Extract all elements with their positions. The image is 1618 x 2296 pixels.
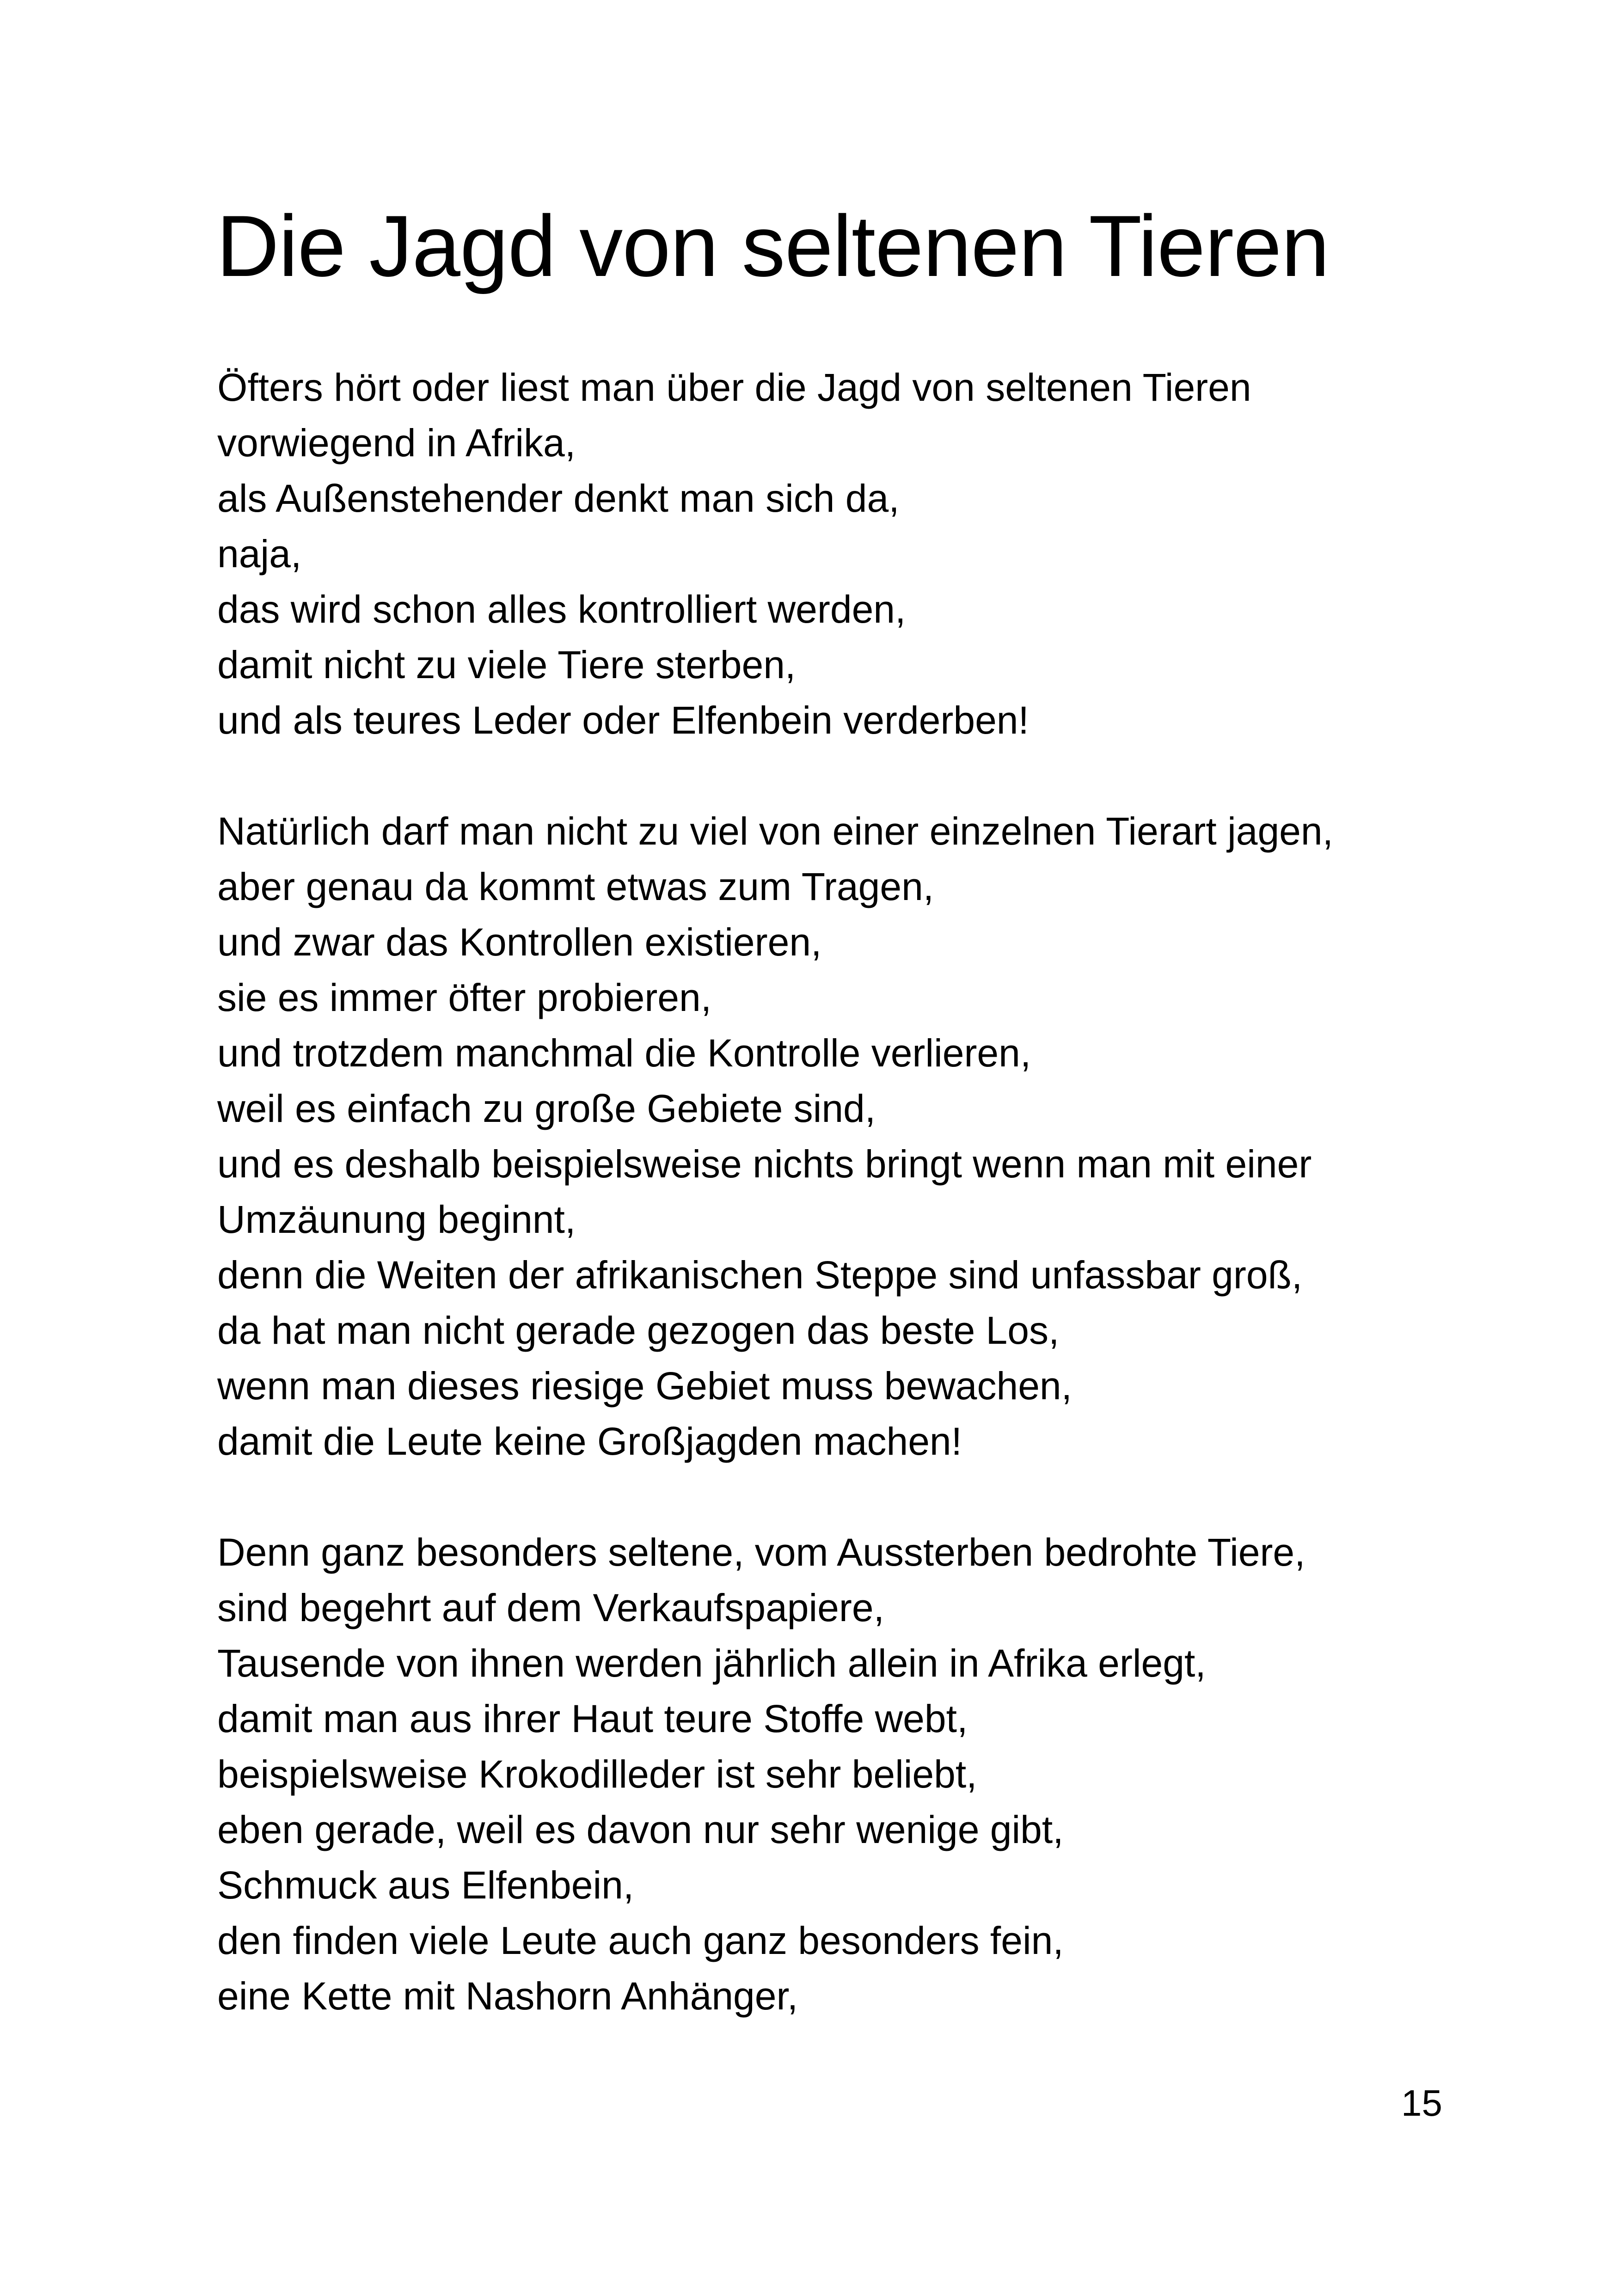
poem-line: denn die Weiten der afrikanischen Steppe sind unfassbar groß, (217, 1253, 1303, 1297)
poem-line: damit man aus ihrer Haut teure Stoffe webt, (217, 1697, 968, 1740)
poem-line: eben gerade, weil es davon nur sehr wenige gibt, (217, 1808, 1064, 1851)
poem-line: beispielsweise Krokodilleder ist sehr beliebt, (217, 1752, 977, 1796)
stanza-1 (217, 360, 1493, 748)
poem-line: wenn man dieses riesige Gebiet muss bewachen, (217, 1364, 1072, 1408)
poem-line: Schmuck aus Elfenbein, (217, 1863, 634, 1907)
poem-line: damit nicht zu viele Tiere sterben, (217, 643, 796, 686)
poem-line: weil es einfach zu große Gebiete sind, (217, 1087, 876, 1130)
page-title: Die Jagd von seltenen Tieren (216, 197, 1330, 294)
poem-line: Tausende von ihnen werden jährlich allein in Afrika erlegt, (217, 1641, 1206, 1685)
poem-line: und als teures Leder oder Elfenbein verderben! (217, 698, 1029, 742)
poem-line: vorwiegend in Afrika, (217, 421, 576, 465)
poem-line: naja, (217, 532, 302, 576)
poem-line: aber genau da kommt etwas zum Tragen, (217, 865, 934, 908)
poem-line: und es deshalb beispielsweise nichts bringt wenn man mit einer (217, 1142, 1312, 1186)
poem-line: da hat man nicht gerade gezogen das beste Los, (217, 1309, 1060, 1352)
poem-line: das wird schon alles kontrolliert werden, (217, 588, 906, 631)
poem-line: und zwar das Kontrollen existieren, (217, 920, 822, 964)
stanza-3 (217, 1525, 1493, 2024)
poem-line: Natürlich darf man nicht zu viel von einer einzelnen Tierart jagen, (217, 809, 1333, 853)
poem-line: eine Kette mit Nashorn Anhänger, (217, 1974, 798, 2018)
page-number: 15 (1401, 2082, 1442, 2124)
poem-line: und trotzdem manchmal die Kontrolle verlieren, (217, 1031, 1031, 1075)
poem-line: als Außenstehender denkt man sich da, (217, 477, 900, 520)
poem-body (217, 360, 1493, 2079)
poem-line: den finden viele Leute auch ganz besonders fein, (217, 1919, 1064, 1962)
poem-line: sie es immer öfter probieren, (217, 976, 712, 1019)
poem-line: sind begehrt auf dem Verkaufspapiere, (217, 1586, 884, 1629)
poem-line: Umzäunung beginnt, (217, 1198, 576, 1241)
poem-line: Öfters hört oder liest man über die Jagd von seltenen Tieren (217, 366, 1251, 409)
stanza-2 (217, 803, 1493, 1469)
poem-line: Denn ganz besonders seltene, vom Aussterben bedrohte Tiere, (217, 1531, 1305, 1574)
poem-line: damit die Leute keine Großjagden machen! (217, 1420, 962, 1463)
